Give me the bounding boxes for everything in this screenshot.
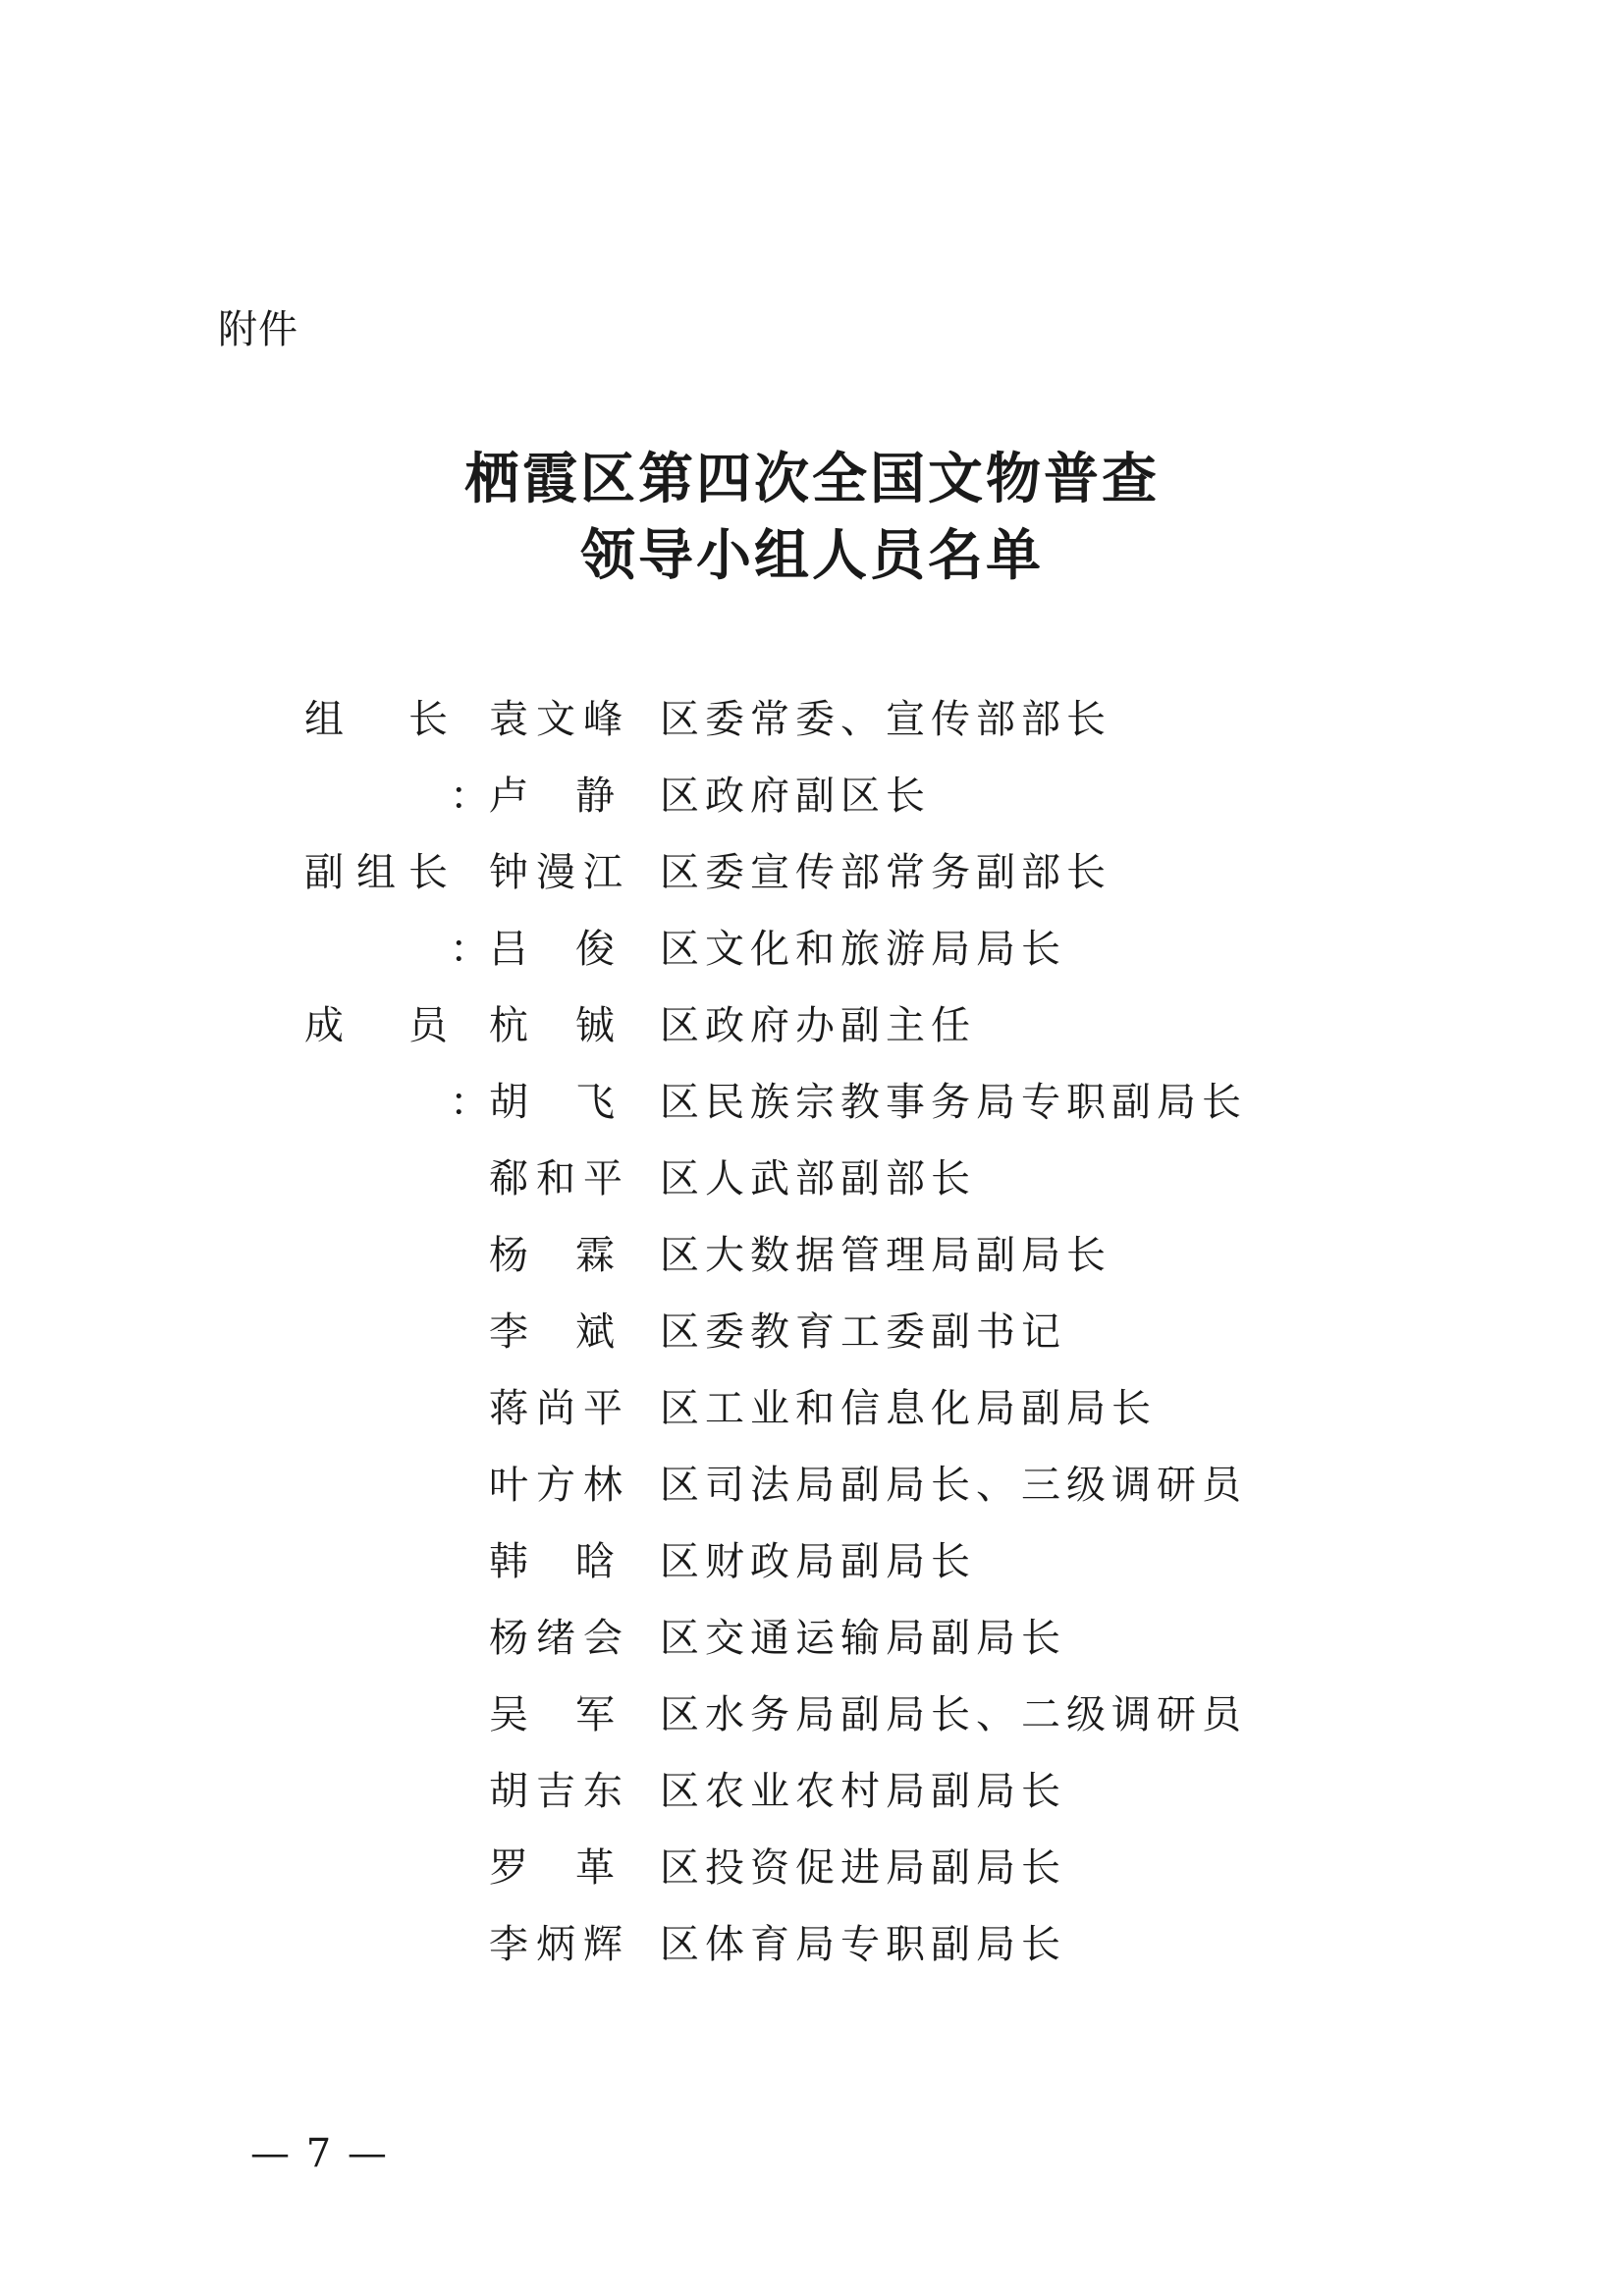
role-colon: ： xyxy=(450,1080,493,1125)
member-name-spread xyxy=(489,988,615,1064)
role-text xyxy=(304,988,452,1064)
member-name-spread xyxy=(489,1677,615,1753)
member-name xyxy=(489,1370,630,1447)
member-duty: 区委教育工委副书记 xyxy=(660,1309,1066,1355)
roster-row xyxy=(304,911,1384,988)
role-colon: ： xyxy=(450,774,493,819)
member-name xyxy=(489,911,626,988)
member-name-char: 飞 xyxy=(575,1080,615,1125)
document-title-line-1: 栖霞区第四次全国文物普查 xyxy=(464,447,1160,511)
member-name xyxy=(489,1064,626,1141)
role-label xyxy=(304,834,493,972)
attachment-label: 附件 xyxy=(218,307,298,352)
member-name-char: 韩 xyxy=(489,1539,528,1584)
member-name-spread xyxy=(489,758,615,834)
role-text xyxy=(304,834,452,911)
member-duty: 区民族宗教事务局专职副局长 xyxy=(660,1080,1247,1125)
member-name-char: 静 xyxy=(575,774,615,819)
role-text xyxy=(304,681,452,758)
member-name xyxy=(489,1677,626,1753)
member-duty: 区大数据管理局副局长 xyxy=(660,1233,1111,1278)
member-name-text: 李炳辉 xyxy=(489,1922,630,1967)
roster-row xyxy=(304,758,1384,834)
member-duty: 区政府办副主任 xyxy=(660,1003,976,1048)
member-name-char: 俊 xyxy=(575,927,615,972)
member-name xyxy=(489,1523,626,1600)
role-char: 长 xyxy=(408,697,452,742)
roster-row xyxy=(304,1753,1384,1830)
member-name-text: 杨绪会 xyxy=(489,1616,630,1661)
member-name-char: 革 xyxy=(575,1845,615,1891)
member-name xyxy=(489,1294,626,1370)
roster-row xyxy=(304,1523,1384,1600)
roster-row xyxy=(304,1370,1384,1447)
member-name-char: 杭 xyxy=(489,1003,528,1048)
member-name-spread xyxy=(489,1064,615,1141)
member-name-char: 罗 xyxy=(489,1845,528,1891)
member-name-char: 晗 xyxy=(575,1539,615,1584)
member-name xyxy=(489,681,630,758)
role-char: 员 xyxy=(408,1003,452,1048)
member-name-char: 斌 xyxy=(575,1309,615,1355)
member-name-char: 军 xyxy=(575,1692,615,1737)
member-duty: 区财政局副局长 xyxy=(660,1539,976,1584)
member-duty: 区委宣传部常务副部长 xyxy=(660,850,1111,895)
role-label xyxy=(304,988,493,1125)
role-label xyxy=(304,681,493,819)
member-name xyxy=(489,1753,630,1830)
member-duty: 区工业和信息化局副局长 xyxy=(660,1386,1157,1431)
member-name-spread xyxy=(489,1523,615,1600)
role-colon: ： xyxy=(450,927,493,972)
member-duty: 区交通运输局副局长 xyxy=(660,1616,1066,1661)
member-roster xyxy=(304,681,1384,1983)
member-name xyxy=(489,1447,630,1523)
roster-row xyxy=(304,1830,1384,1906)
member-name xyxy=(489,988,626,1064)
role-char: 组 xyxy=(304,697,348,742)
member-name-char: 吴 xyxy=(489,1692,528,1737)
member-name xyxy=(489,1906,630,1983)
member-name-text: 叶方林 xyxy=(489,1463,630,1508)
member-duty: 区水务局副局长、二级调研员 xyxy=(660,1692,1247,1737)
member-name-char: 李 xyxy=(489,1309,528,1355)
roster-row xyxy=(304,1600,1384,1677)
member-name-char: 卢 xyxy=(489,774,528,819)
member-duty: 区农业农村局副局长 xyxy=(660,1769,1066,1814)
member-name-spread xyxy=(489,1294,615,1370)
member-name-spread xyxy=(489,1217,615,1294)
member-duty: 区司法局副局长、三级调研员 xyxy=(660,1463,1247,1508)
member-name xyxy=(489,1217,626,1294)
member-name-char: 胡 xyxy=(489,1080,528,1125)
member-name xyxy=(489,758,626,834)
roster-row xyxy=(304,1677,1384,1753)
member-name xyxy=(489,1830,626,1906)
member-duty: 区投资促进局副局长 xyxy=(660,1845,1066,1891)
roster-row xyxy=(304,1906,1384,1983)
member-name-text: 钟漫江 xyxy=(489,850,630,895)
roster-row xyxy=(304,1141,1384,1217)
member-name xyxy=(489,1600,630,1677)
role-char: 成 xyxy=(304,1003,348,1048)
member-duty: 区委常委、宣传部部长 xyxy=(660,697,1111,742)
roster-row xyxy=(304,1294,1384,1370)
member-name xyxy=(489,1141,630,1217)
member-duty: 区体育局专职副局长 xyxy=(660,1922,1066,1967)
roster-row xyxy=(304,1217,1384,1294)
member-duty: 区人武部副部长 xyxy=(660,1156,976,1201)
member-duty: 区文化和旅游局局长 xyxy=(660,927,1066,972)
member-name-spread xyxy=(489,1830,615,1906)
member-name-text: 蒋尚平 xyxy=(489,1386,630,1431)
roster-row xyxy=(304,1064,1384,1141)
member-name-spread xyxy=(489,911,615,988)
member-name-text: 胡吉东 xyxy=(489,1769,630,1814)
role-char: 长 xyxy=(408,850,452,895)
document-title-line-2: 领导小组人员名单 xyxy=(580,523,1044,588)
role-char: 组 xyxy=(356,850,400,895)
member-name-char: 霖 xyxy=(575,1233,615,1278)
member-name xyxy=(489,834,630,911)
member-name-text: 袁文峰 xyxy=(489,697,630,742)
roster-row xyxy=(304,1447,1384,1523)
role-char: 副 xyxy=(304,850,348,895)
member-name-char: 吕 xyxy=(489,927,528,972)
member-name-char: 铖 xyxy=(575,1003,615,1048)
member-name-text: 郗和平 xyxy=(489,1156,630,1201)
member-duty: 区政府副区长 xyxy=(660,774,931,819)
page-number: — 7 — xyxy=(250,2131,389,2176)
member-name-char: 杨 xyxy=(489,1233,528,1278)
